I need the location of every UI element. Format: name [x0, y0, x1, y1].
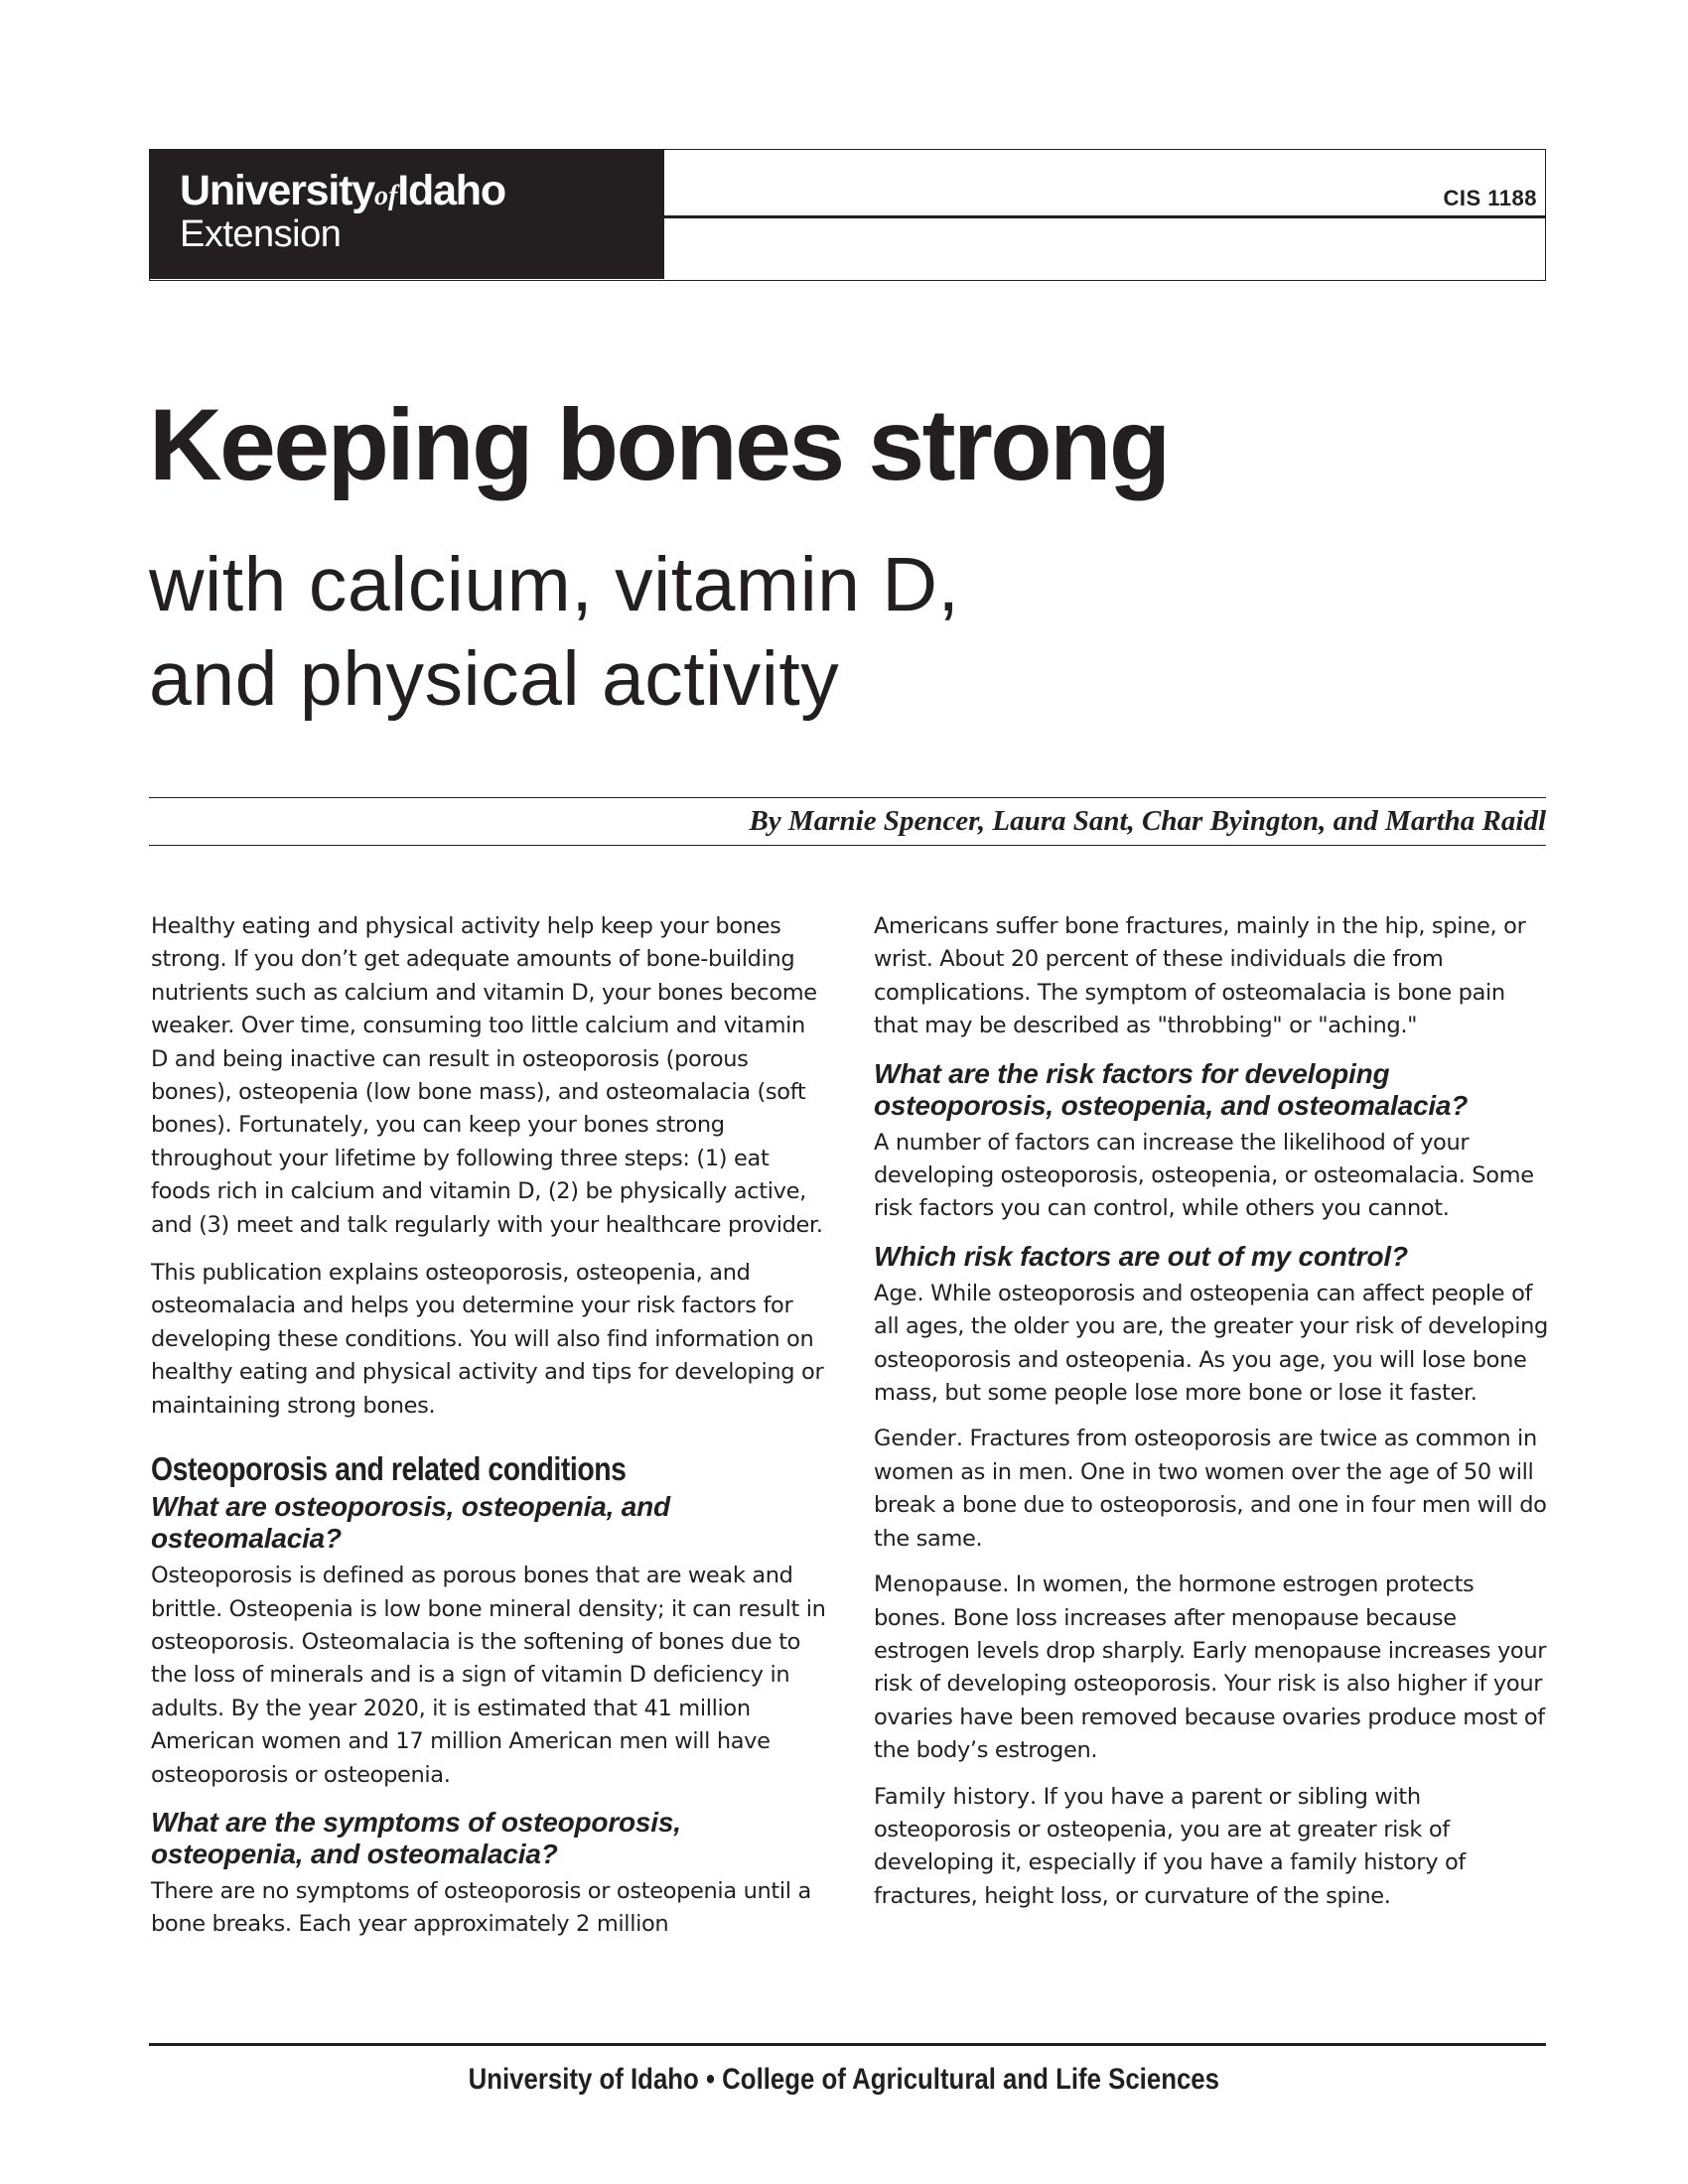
page-title: Keeping bones strong [149, 388, 1169, 501]
intro-paragraph: This publication explains osteoporosis, osteopenia, and osteomalacia and helps you determine your risk factors for developing these conditions. You will also find information on healthy eating and physical activity and tips for developing or maintaining strong bones. [151, 1260, 824, 1419]
university-logo [150, 150, 664, 279]
body-paragraph: Americans suffer bone fractures, mainly in the hip, spine, or wrist. About 20 percent of these individuals die from complications. The symptom of osteomalacia is bone pain that may be described as "throbbing" or "aching." [874, 913, 1526, 1039]
risk-factor-age: Age. While osteoporosis and osteopenia can affect people of all ages, the older you are, the greater your risk of developing osteoporosis and osteopenia. As you age, you will lose bone mass, but some people lose more bone or lose it faster. [874, 1280, 1548, 1407]
section-heading: Osteoporosis and related conditions [151, 1450, 627, 1488]
right-column [874, 910, 1549, 1926]
intro-paragraph: Healthy eating and physical activity help keep your bones strong. If you don’t get adequate amounts of bone-building nutrients such as calcium and vitamin D, your bones become weaker. Over time, consuming too little calcium and vitamin D and being inactive can result in osteoporosis (porous bones), osteopenia (low bone mass), and osteomalacia (soft bones). Fortunately, you can keep your bones strong throughout your lifetime by following three steps: (1) eat foods rich in calcium and vitamin D, (2) be physically active, and (3) meet and talk regularly with your healthcare provider. [151, 913, 823, 1238]
risk-factor-term: Gender [874, 1426, 956, 1452]
question-heading: What are the risk factors for developing osteoporosis, osteopenia, and osteomalacia? [874, 1057, 1469, 1121]
publication-number: CIS 1188 [1443, 186, 1537, 210]
question-heading: What are osteoporosis, osteopenia, and osteomalacia? [151, 1491, 670, 1555]
byline: By Marnie Spencer, Laura Sant, Char Byington, and Martha Raidl [749, 805, 1546, 837]
publication-header [149, 149, 1546, 281]
risk-factor-family-history: Family history. If you have a parent or sibling with osteoporosis or osteopenia, you are at greater risk of developing it, especially if you have a family history of fractures, height loss, or curvature of the spine. [874, 1783, 1466, 1909]
body-paragraph: A number of factors can increase the likelihood of your developing osteoporosis, osteopenia, or osteomalacia. Some risk factors you can control, while others you cannot. [874, 1129, 1534, 1222]
left-column [151, 910, 826, 1957]
byline-divider [149, 845, 1546, 846]
subtitle-line: and physical activity [149, 636, 840, 722]
risk-factor-gender: Gender. Fractures from osteoporosis are twice as common in women as in men. One in two women over the age of 50 will break a bone due to osteoporosis, and one in four men will do the same. [874, 1426, 1547, 1552]
logo-extension: Extension [180, 213, 342, 255]
risk-factor-term: Age [874, 1280, 917, 1306]
subtitle-line: with calcium, vitamin D, [149, 542, 960, 627]
body-paragraph: There are no symptoms of osteoporosis or osteopenia until a bone breaks. Each year approximately 2 million [151, 1877, 811, 1938]
footer-text: University of Idaho • College of Agricultural and Life Sciences [468, 2063, 1220, 2096]
body-paragraph: Osteoporosis is defined as porous bones that are weak and brittle. Osteopenia is low bone mineral density; it can result in osteoporosis. Osteomalacia is the softening of bones due to the loss of minerals and is a sign of vitamin D deficiency in adults. By the year 2020, it is estimated that 41 million American women and 17 million American men will have osteoporosis or osteopenia. [151, 1563, 826, 1788]
logo-wordmark: UniversityofIdaho [180, 167, 505, 214]
risk-factor-term: Family history [874, 1783, 1030, 1810]
header-rule [664, 215, 1545, 218]
question-heading: What are the symptoms of osteoporosis, osteopenia, and osteomalacia? [151, 1806, 681, 1869]
question-heading: Which risk factors are out of my control? [874, 1240, 1408, 1272]
risk-factor-menopause: Menopause. In women, the hormone estrogen protects bones. Bone loss increases after menopause because estrogen levels drop sharply. Early menopause increases your risk of developing osteoporosis. Your risk is also higher if your ovaries have been removed because ovaries produce most of the body’s estrogen. [874, 1571, 1547, 1764]
risk-factor-term: Menopause [874, 1571, 1003, 1598]
page-subtitle [149, 538, 1440, 727]
footer-rule [149, 2043, 1546, 2046]
page-footer [0, 2060, 1688, 2100]
byline-divider [149, 797, 1546, 798]
